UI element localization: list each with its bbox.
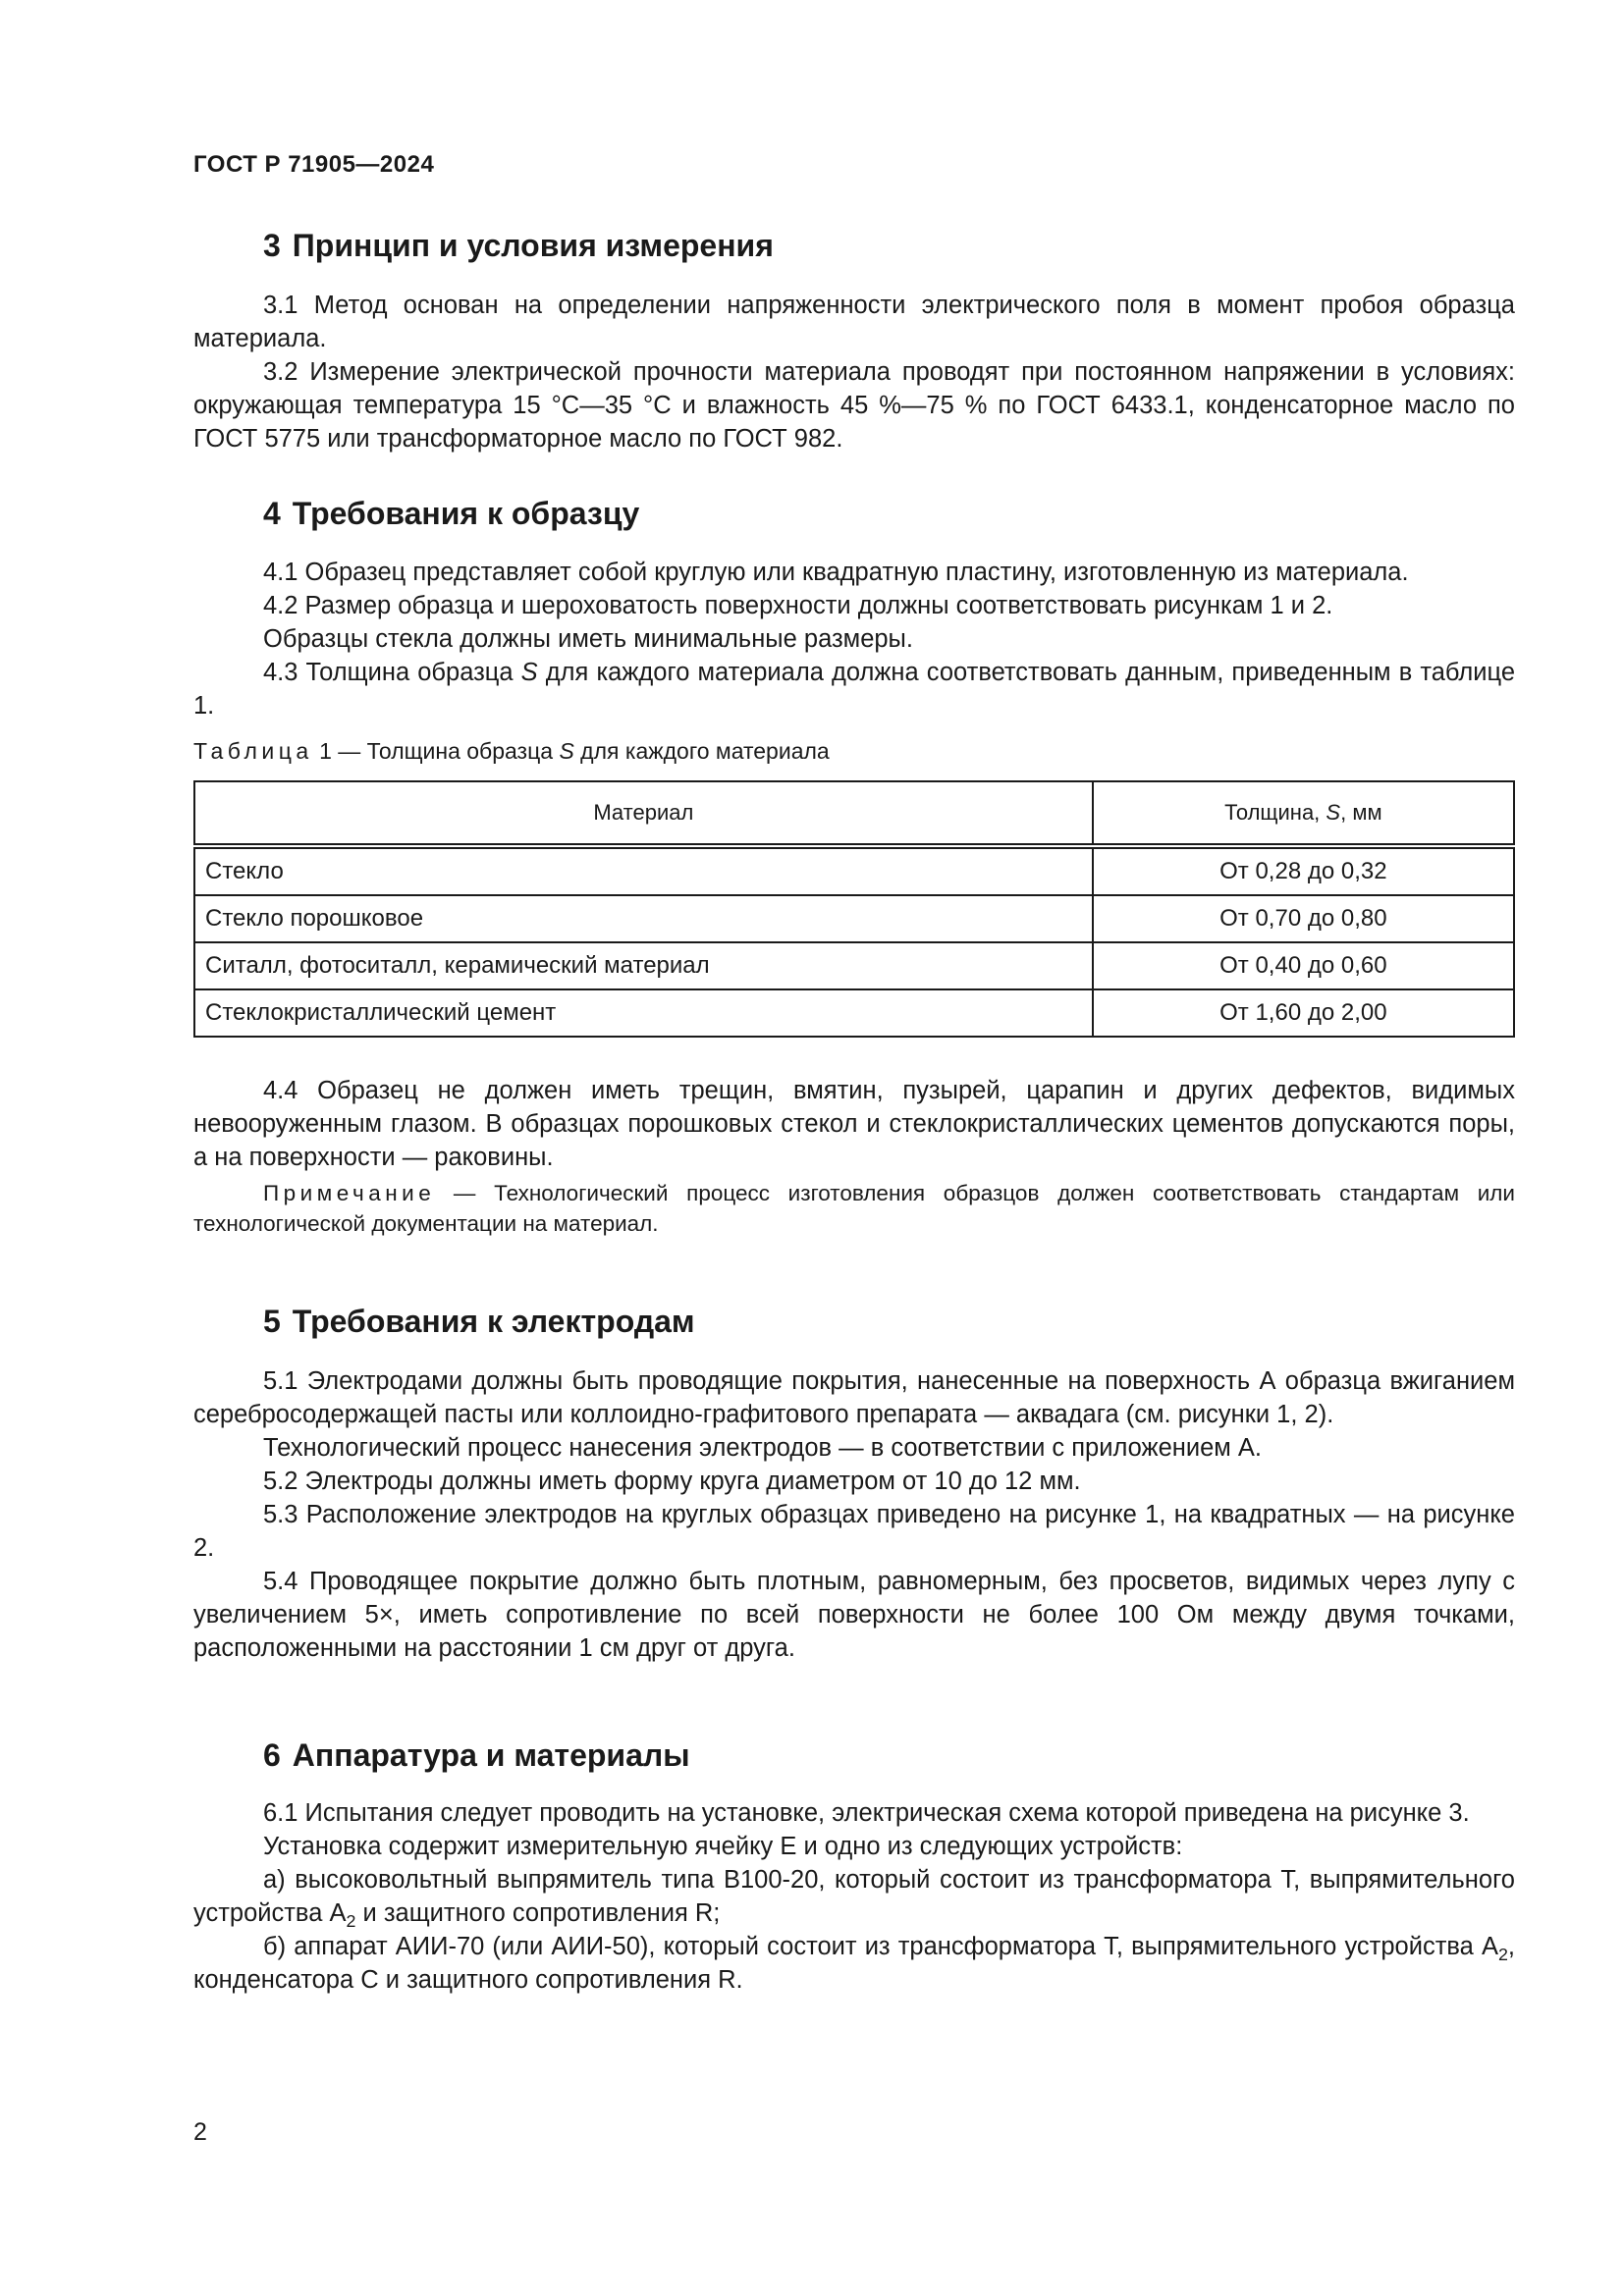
thickness-table bbox=[193, 780, 1515, 1038]
thickness-cell: От 1,60 до 2,00 bbox=[1093, 989, 1514, 1037]
thickness-cell: От 0,40 до 0,60 bbox=[1093, 942, 1514, 989]
paragraph-5-1: 5.1 Электродами должны быть проводящие покрытия, нанесенные на поверхность А образца вжиганием серебросодержащей пасты или коллоидно-графитового препарата — аквадага (см. рисунки 1, 2). bbox=[193, 1367, 1515, 1428]
section-4-body bbox=[193, 556, 1515, 722]
thickness-cell: От 0,70 до 0,80 bbox=[1093, 895, 1514, 942]
section-title: Принцип и условия измерения bbox=[292, 228, 774, 263]
paragraph-6-1-cont: Установка содержит измерительную ячейку Е и одно из следующих устройств: bbox=[263, 1833, 1183, 1860]
section-number: 6 bbox=[263, 1737, 281, 1773]
section-5-body bbox=[193, 1364, 1515, 1665]
section-5-heading bbox=[263, 1304, 695, 1340]
material-cell: Ситалл, фотоситалл, керамический материал bbox=[194, 942, 1093, 989]
document-header: ГОСТ Р 71905—2024 bbox=[193, 151, 435, 178]
paragraph-5-4: 5.4 Проводящее покрытие должно быть плотным, равномерным, без просветов, видимых через лупу с увеличением 5×, иметь сопротивление по всей поверхности не более 100 Ом между двумя точками, расположенными на расстоянии 1 см друг от друга. bbox=[193, 1568, 1515, 1662]
paragraph-6-1: 6.1 Испытания следует проводить на установке, электрическая схема которой приведена на рисунке 3. bbox=[263, 1799, 1470, 1827]
paragraph-4-4: 4.4 Образец не должен иметь трещин, вмятин, пузырей, царапин и других дефектов, видимых невооруженным глазом. В образцах порошковых стекол и стеклокристаллических цементов допускаются поры, а на поверхности — раковины. bbox=[193, 1077, 1515, 1171]
section-6-heading bbox=[263, 1737, 690, 1774]
table-header-row bbox=[194, 781, 1514, 846]
material-cell: Стеклокристаллический цемент bbox=[194, 989, 1093, 1037]
section-title: Требования к электродам bbox=[292, 1304, 695, 1339]
section-3-heading bbox=[263, 228, 774, 264]
section-6-body bbox=[193, 1796, 1515, 1997]
section-3-body bbox=[193, 289, 1515, 455]
section-number: 4 bbox=[263, 496, 281, 531]
paragraph-5-1-cont: Технологический процесс нанесения электродов — в соответствии с приложением А. bbox=[263, 1434, 1262, 1462]
paragraph-4-2-cont: Образцы стекла должны иметь минимальные размеры. bbox=[263, 625, 913, 653]
paragraph-4-2: 4.2 Размер образца и шероховатость поверхности должны соответствовать рисункам 1 и 2. bbox=[263, 592, 1333, 619]
material-cell: Стекло порошковое bbox=[194, 895, 1093, 942]
note bbox=[193, 1178, 1515, 1239]
note-label: Примечание bbox=[263, 1181, 436, 1205]
table-row bbox=[194, 942, 1514, 989]
paragraph-4-3: 4.3 Толщина образца S для каждого материала должна соответствовать данным, приведенным в таблице 1. bbox=[193, 659, 1515, 720]
table-caption: Таблица 1 — Толщина образца S для каждого материала bbox=[193, 738, 830, 764]
note-text: — Технологический процесс изготовления образцов должен соответствовать стандартам или технологической документации на материал. bbox=[193, 1181, 1515, 1236]
section-number: 5 bbox=[263, 1304, 281, 1339]
paragraph-4-1: 4.1 Образец представляет собой круглую или квадратную пластину, изготовленную из материала. bbox=[263, 559, 1409, 586]
section-4-body-continued bbox=[193, 1074, 1515, 1174]
symbol-s: S bbox=[520, 659, 538, 686]
section-title: Аппаратура и материалы bbox=[292, 1737, 690, 1773]
material-cell: Стекло bbox=[194, 846, 1093, 895]
paragraph-5-3: 5.3 Расположение электродов на круглых образцах приведено на рисунке 1, на квадратных — на рисунке 2. bbox=[193, 1501, 1515, 1562]
section-4-heading bbox=[263, 496, 639, 532]
table-label: Таблица bbox=[193, 738, 313, 764]
table-row bbox=[194, 989, 1514, 1037]
page-number: 2 bbox=[193, 2118, 207, 2146]
paragraph-3-2: 3.2 Измерение электрической прочности материала проводят при постоянном напряжении в условиях: окружающая температура 15 °С—35 °С и влажность 45 %—75 % по ГОСТ 6433.1, конденсаторное масло по ГОСТ 5775 или трансформаторное масло по ГОСТ 982. bbox=[193, 358, 1515, 453]
list-item-a: а) высоковольтный выпрямитель типа В100-20, который состоит из трансформатора Т, выпрямительного устройства $А_2$ и защитного сопротивления R; bbox=[193, 1866, 1515, 1931]
list-item-b: б) аппарат АИИ-70 (или АИИ-50), который состоит из трансформатора Т, выпрямительного устройства $А_2$, конденсатора С и защитного сопротивления R. bbox=[193, 1933, 1515, 1994]
paragraph-5-2: 5.2 Электроды должны иметь форму круга диаметром от 10 до 12 мм. bbox=[263, 1468, 1081, 1495]
section-number: 3 bbox=[263, 228, 281, 263]
thickness-cell: От 0,28 до 0,32 bbox=[1093, 846, 1514, 895]
table-row bbox=[194, 846, 1514, 895]
table-row bbox=[194, 895, 1514, 942]
paragraph-3-1: 3.1 Метод основан на определении напряженности электрического поля в момент пробоя образца материала. bbox=[193, 292, 1515, 352]
section-title: Требования к образцу bbox=[292, 496, 640, 531]
column-header-thickness: Толщина, S, мм bbox=[1093, 781, 1514, 846]
column-header-material: Материал bbox=[194, 781, 1093, 846]
